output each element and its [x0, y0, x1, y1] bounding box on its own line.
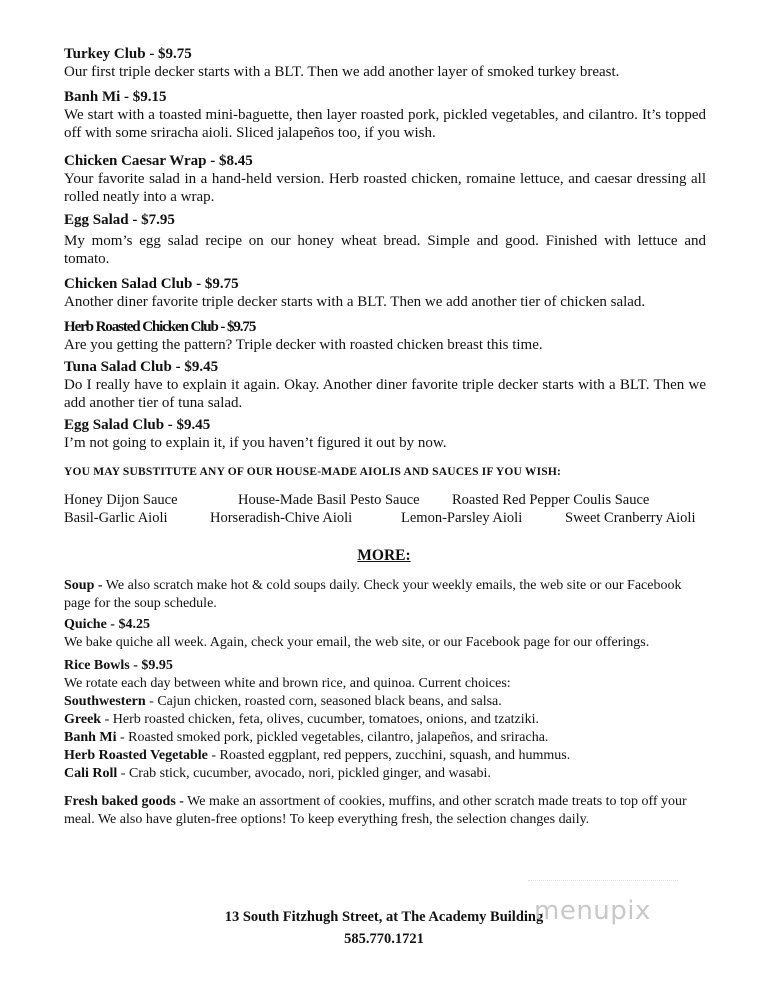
baked-goods-label: Fresh baked goods -: [64, 794, 184, 809]
watermark-divider: [528, 880, 678, 887]
bowl-option: [64, 729, 706, 747]
bowl-text: - Roasted smoked pork, pickled vegetables, cilantro, jalapeños, and sriracha.: [116, 730, 549, 745]
sauce-option: House-Made Basil Pesto Sauce: [238, 492, 420, 508]
rice-bowls-intro: We rotate each day between white and brown rice, and quinoa. Current choices:: [64, 676, 511, 691]
bowl-option: [64, 711, 706, 729]
bowl-text: - Cajun chicken, roasted corn, seasoned black beans, and salsa.: [145, 694, 502, 709]
soup-label: Soup -: [64, 578, 103, 593]
item-description: Your favorite salad in a hand-held version. Herb roasted chicken, romaine lettuce, and caesar dressing all rolled neatly into a wrap.: [64, 171, 706, 205]
rice-bowls-title: Rice Bowls - $9.95: [64, 658, 173, 673]
quiche-text: We bake quiche all week. Again, check your email, the web site, or our Facebook page for our offerings.: [64, 635, 650, 650]
bowl-name: Greek: [64, 712, 102, 727]
menupix-watermark: menupix: [534, 896, 651, 926]
menu-item-chicken-salad-club: [64, 275, 706, 311]
bowl-option: [64, 747, 706, 765]
menu-item-egg-salad-club: [64, 416, 706, 452]
bowl-name: Herb Roasted Vegetable: [64, 748, 208, 763]
item-title: Egg Salad - $7.95: [64, 212, 175, 228]
menu-item-chicken-caesar-wrap: [64, 152, 706, 206]
phone: 585.770.1721: [344, 931, 424, 947]
bowl-name: Southwestern: [64, 694, 146, 709]
item-title: Chicken Salad Club - $9.75: [64, 276, 239, 292]
menu-item-tuna-salad-club: [64, 358, 706, 412]
more-heading: MORE:: [357, 547, 411, 564]
soup-text: We also scratch make hot & cold soups daily. Check your weekly emails, the web site or our Facebook page for the soup schedule.: [64, 578, 682, 611]
menu-item-banh-mi: [64, 88, 706, 142]
item-title: Banh Mi - $9.15: [64, 89, 167, 105]
item-description: Do I really have to explain it again. Okay. Another diner favorite triple decker starts with a BLT. Then we add another tier of tuna salad.: [64, 377, 706, 411]
sauce-option: Sweet Cranberry Aioli: [565, 510, 696, 526]
menu-item-herb-roasted-chicken-club: [64, 318, 706, 354]
item-title: Chicken Caesar Wrap - $8.45: [64, 153, 253, 169]
item-title: Egg Salad Club - $9.45: [64, 417, 211, 433]
baked-goods-section: [64, 793, 706, 829]
sauces-heading: YOU MAY SUBSTITUTE ANY OF OUR HOUSE-MADE AIOLIS AND SAUCES IF YOU WISH:: [64, 466, 562, 478]
item-description: We start with a toasted mini-baguette, then layer roasted pork, pickled vegetables, and cilantro. It’s topped off with some sriracha aioli. Sliced jalapeños too, if you wish.: [64, 107, 706, 141]
rice-bowls-section: [64, 657, 706, 783]
item-description: I’m not going to explain it, if you haven’t figured it out by now.: [64, 435, 447, 451]
item-description: Another diner favorite triple decker starts with a BLT. Then we add another tier of chicken salad.: [64, 294, 646, 310]
item-title: Herb Roasted Chicken Club - $9.75: [64, 319, 256, 335]
bowl-text: - Herb roasted chicken, feta, olives, cucumber, tomatoes, onions, and tzatziki.: [101, 712, 540, 727]
item-description: Are you getting the pattern? Triple decker with roasted chicken breast this time.: [64, 337, 543, 353]
bowl-option: [64, 693, 706, 711]
sauce-option: Roasted Red Pepper Coulis Sauce: [452, 492, 650, 508]
sauce-option: Lemon-Parsley Aioli: [401, 510, 523, 526]
bowl-option: [64, 765, 706, 783]
menu-item-egg-salad: [64, 211, 706, 268]
sauce-option: Horseradish-Chive Aioli: [210, 510, 353, 526]
item-description: My mom’s egg salad recipe on our honey wheat bread. Simple and good. Finished with lettuce and tomato.: [64, 233, 706, 267]
item-title: Tuna Salad Club - $9.45: [64, 359, 219, 375]
baked-goods-text: We make an assortment of cookies, muffins, and other scratch made treats to top off your meal. We also have gluten-free options! To keep everything fresh, the selection changes daily.: [64, 794, 687, 827]
bowl-text: - Crab stick, cucumber, avocado, nori, pickled ginger, and wasabi.: [117, 766, 491, 781]
item-description: Our first triple decker starts with a BLT. Then we add another layer of smoked turkey breast.: [64, 64, 620, 80]
menu-item-turkey-club: [64, 45, 706, 81]
sauce-option: Basil-Garlic Aioli: [64, 510, 168, 526]
sauce-option: Honey Dijon Sauce: [64, 492, 178, 508]
bowl-name: Cali Roll: [64, 766, 118, 781]
bowl-text: - Roasted eggplant, red peppers, zucchini, squash, and hummus.: [207, 748, 571, 763]
item-title: Turkey Club - $9.75: [64, 46, 192, 62]
quiche-title: Quiche - $4.25: [64, 617, 150, 632]
quiche-section: [64, 616, 706, 652]
bowl-name: Banh Mi: [64, 730, 117, 745]
soup-section: [64, 577, 706, 613]
address: 13 South Fitzhugh Street, at The Academy Building: [224, 909, 544, 925]
